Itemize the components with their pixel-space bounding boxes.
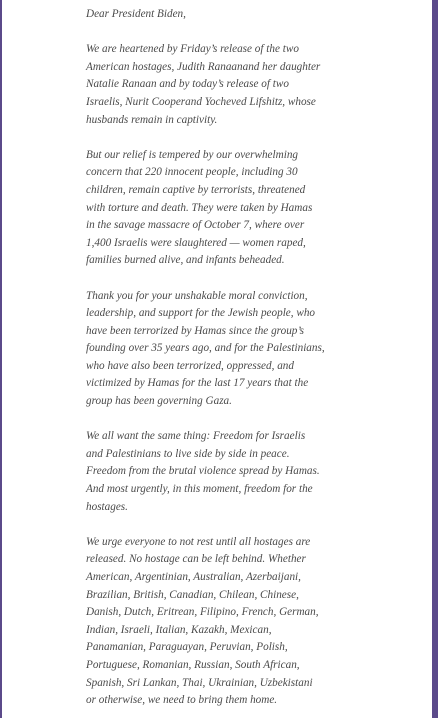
paragraph-line: American, Argentinian, Australian, Azerbaijani,: [86, 571, 301, 583]
paragraph-line: We are heartened by Friday’s release of the two: [86, 43, 299, 56]
document-page: [2, 0, 432, 718]
paragraph-5: [86, 534, 386, 710]
paragraph-line: Spanish, Sri Lankan, Thai, Ukrainian, Uzbekistani: [86, 676, 313, 689]
paragraph-line: Natalie Ranaan and by today’s release of two: [86, 78, 289, 91]
paragraph-line: husbands remain in captivity.: [86, 113, 218, 126]
paragraph-line: or otherwise, we need to bring them home.: [86, 694, 278, 707]
paragraph-line: Israelis, Nurit Cooperand Yocheved Lifshitz, whose: [86, 95, 316, 108]
paragraph-line: victimized by Hamas for the last 17 years that the: [86, 377, 309, 390]
paragraph-line: have been terrorized by Hamas since the group’s: [86, 324, 305, 337]
paragraph-line: Indian, Israeli, Italian, Kazakh, Mexican,: [86, 623, 272, 636]
paragraph-line: 1,400 Israelis were slaughtered — women raped,: [86, 236, 306, 249]
paragraph-3: [86, 288, 386, 411]
paragraph-line: released. No hostage can be left behind. Whether: [86, 553, 306, 566]
paragraph-line: who have also been terrorized, oppressed, and: [86, 359, 294, 372]
paragraph-line: And most urgently, in this moment, freedom for the: [86, 483, 313, 496]
paragraph-line: Freedom from the brutal violence spread by Hamas.: [86, 465, 320, 478]
paragraph-line: hostages.: [86, 500, 128, 513]
paragraph-line: families burned alive, and infants beheaded.: [86, 254, 285, 267]
paragraph-line: in the savage massacre of October 7, where over: [86, 219, 305, 232]
paragraph-line: concern that 220 innocent people, including 30: [86, 166, 298, 179]
paragraph-line: Thank you for your unshakable moral conviction,: [86, 289, 308, 302]
paragraph-line: Danish, Dutch, Eritrean, Filipino, French, German,: [86, 606, 319, 619]
paragraph-line: group has been governing Gaza.: [86, 395, 232, 408]
paragraph-line: with torture and death. They were taken by Hamas: [86, 201, 313, 214]
paragraph-line: children, remain captive by terrorists, threatened: [86, 183, 306, 196]
paragraph-line: Brazilian, British, Canadian, Chilean, Chinese,: [86, 588, 299, 601]
salutation-line: Dear President Biden,: [86, 8, 186, 20]
paragraph-line: We urge everyone to not rest until all hostages are: [86, 535, 311, 548]
paragraph-line: American hostages, Judith Ranaanand her daughter: [86, 60, 321, 73]
paragraph-2: [86, 147, 386, 270]
paragraph-line: Panamanian, Paraguayan, Peruvian, Polish,: [86, 641, 288, 654]
paragraph-4: [86, 428, 386, 516]
paragraph-line: founding over 35 years ago, and for the Palestinians,: [86, 342, 325, 355]
paragraph-line: But our relief is tempered by our overwhelming: [86, 148, 299, 161]
salutation: [86, 6, 386, 24]
paragraph-1: [86, 41, 386, 129]
letter-body: [86, 6, 386, 718]
paragraph-line: and Palestinians to live side by side in peace.: [86, 447, 290, 460]
paragraph-line: Portuguese, Romanian, Russian, South African,: [86, 658, 300, 671]
paragraph-line: We all want the same thing: Freedom for Israelis: [86, 430, 306, 443]
paragraph-line: leadership, and support for the Jewish people, who: [86, 307, 316, 320]
